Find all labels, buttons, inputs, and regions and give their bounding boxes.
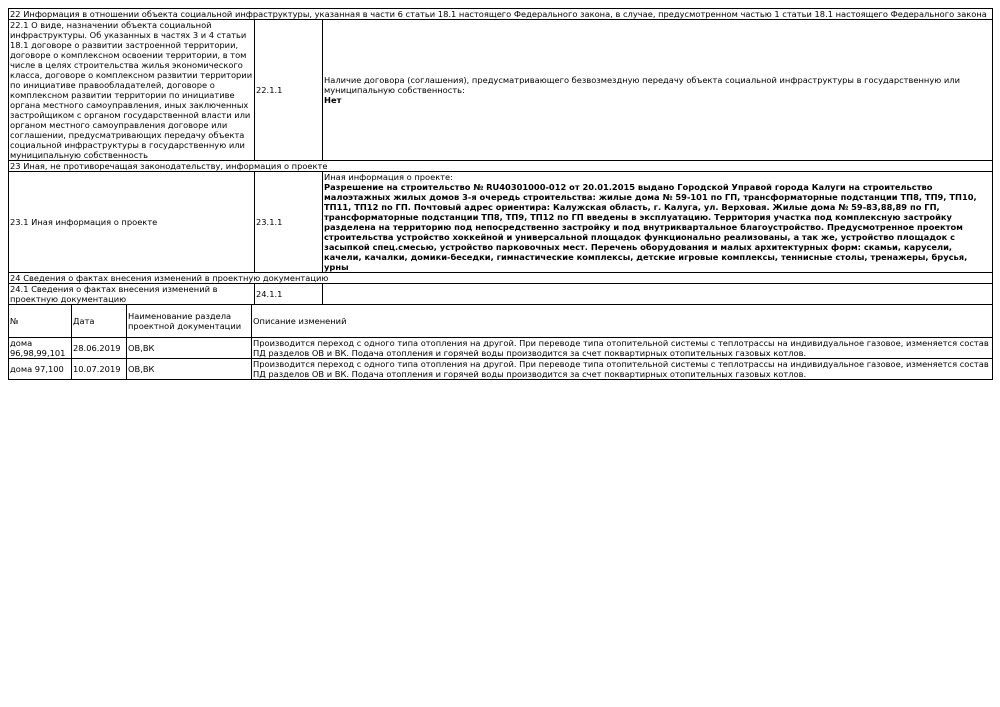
section-22-item-text: Наличие договора (соглашения), предусматривающего безвозмездную передачу объекта социальной инфраструктуры в государственную или муниципальную собственность:: [324, 75, 960, 95]
section-23-item-label: 23.1 Иная информация о проекте: [9, 172, 255, 273]
row-number: дома 96,98,99,101: [9, 338, 72, 359]
col-header-number: №: [9, 305, 72, 338]
section-23-item-code: 23.1.1: [255, 172, 323, 273]
changes-header-row: [9, 305, 993, 338]
section-22-item-row: [9, 20, 993, 161]
row-section: ОВ,ВК: [127, 338, 252, 359]
section-24-table: [8, 272, 993, 305]
col-header-date: Дата: [72, 305, 127, 338]
section-23-header: 23 Иная, не противоречащая законодательству, информация о проекте: [9, 161, 993, 172]
table-row: [9, 359, 993, 380]
section-24-item-row: [9, 284, 993, 305]
row-description: Производится переход с одного типа отопления на другой. При переводе типа отопительной системы с теплотрассы на индивидуальное газовое, изменяется состав ПД разделов ОВ и ВК. Подача отопления и горячей воды производится за счет поквартирных отопительных газовых котлов.: [252, 338, 993, 359]
section-22-header: 22 Информация в отношении объекта социальной инфраструктуры, указанная в части 6 статьи 18.1 настоящего Федерального закона, в случае, предусмотренном частью 1 статьи 18.1 настоящего Федерального закона: [9, 9, 993, 20]
section-24-item-empty: [323, 284, 993, 305]
row-description: Производится переход с одного типа отопления на другой. При переводе типа отопительной системы с теплотрассы на индивидуальное газовое, изменяется состав ПД разделов ОВ и ВК. Подача отопления и горячей воды производится за счет поквартирных отопительных газовых котлов.: [252, 359, 993, 380]
section-23-header-row: [9, 161, 993, 172]
section-22-item-value: Нет: [324, 95, 342, 105]
section-23-item-cell: [323, 172, 993, 273]
col-header-description: Описание изменений: [252, 305, 993, 338]
section-22-header-row: [9, 9, 993, 20]
table-row: [9, 338, 993, 359]
col-header-section: Наименование раздела проектной документации: [127, 305, 252, 338]
section-24-item-code: 24.1.1: [255, 284, 323, 305]
main-table: [8, 8, 993, 273]
section-24-item-label: 24.1 Сведения о фактах внесения изменений в проектную документацию: [9, 284, 255, 305]
row-section: ОВ,ВК: [127, 359, 252, 380]
section-23-item-title: Иная информация о проекте:: [324, 172, 453, 182]
row-date: 10.07.2019: [72, 359, 127, 380]
row-number: дома 97,100: [9, 359, 72, 380]
declaration-sheet: [8, 8, 992, 380]
section-22-item-label: 22.1 О виде, назначении объекта социальной инфраструктуры. Об указанных в частях 3 и 4 статьи 18.1 договоре о развитии застроенной территории, договоре о комплексном освоении территории, в том числе в целях строительства жилья экономического класса, договоре о комплексном развитии территории по инициативе правообладателей, договоре о комплексном развитии территории по инициативе органа местного самоуправления, иных заключенных застройщиком с органом государственной власти или органом местного самоуправления договоре или соглашении, предусматривающих передачу объекта социальной инфраструктуры в государственную или муниципальную собственность: [9, 20, 255, 161]
section-24-header: 24 Сведения о фактах внесения изменений в проектную документацию: [9, 273, 993, 284]
section-24-header-row: [9, 273, 993, 284]
section-23-item-row: [9, 172, 993, 273]
section-23-item-value: Разрешение на строительство № RU40301000-012 от 20.01.2015 выдано Городской Управой города Калуги на строительство малоэтажных жилых домов 3-я очередь строительства: жилые дома № 59-101 по ГП, трансформаторные подстанции ТП8, ТП9, ТП10, ТП11, ТП12 по ГП. Почтовый адрес ориентира: Калужская область, г. Калуга, ул. Верховая. Жилые дома № 59-83,88,89 по ГП, трансформаторные подстанции ТП8, ТП9, ТП12 по ГП введены в эксплуатацию. Территория участка под комплексную застройку разделена на территорию под непосредственно застройку и под внутриквартальное благоустройство. Предусмотренное проектом строительства устройство хоккейной и универсальной площадок функционально реализованы, а так же, устройство площадок с засыпкой спец.смесью, устройство парковочных мест. Перечень оборудования и малых архитектурных форм: скамьи, карусели, качели, качалки, домики-беседки, гимнастические комплексы, детские игровые комплексы, теннисные столы, тренажеры, брусья, урны: [324, 182, 977, 272]
section-22-item-code: 22.1.1: [255, 20, 323, 161]
changes-table: [8, 304, 993, 380]
section-22-item-cell: [323, 20, 993, 161]
row-date: 28.06.2019: [72, 338, 127, 359]
